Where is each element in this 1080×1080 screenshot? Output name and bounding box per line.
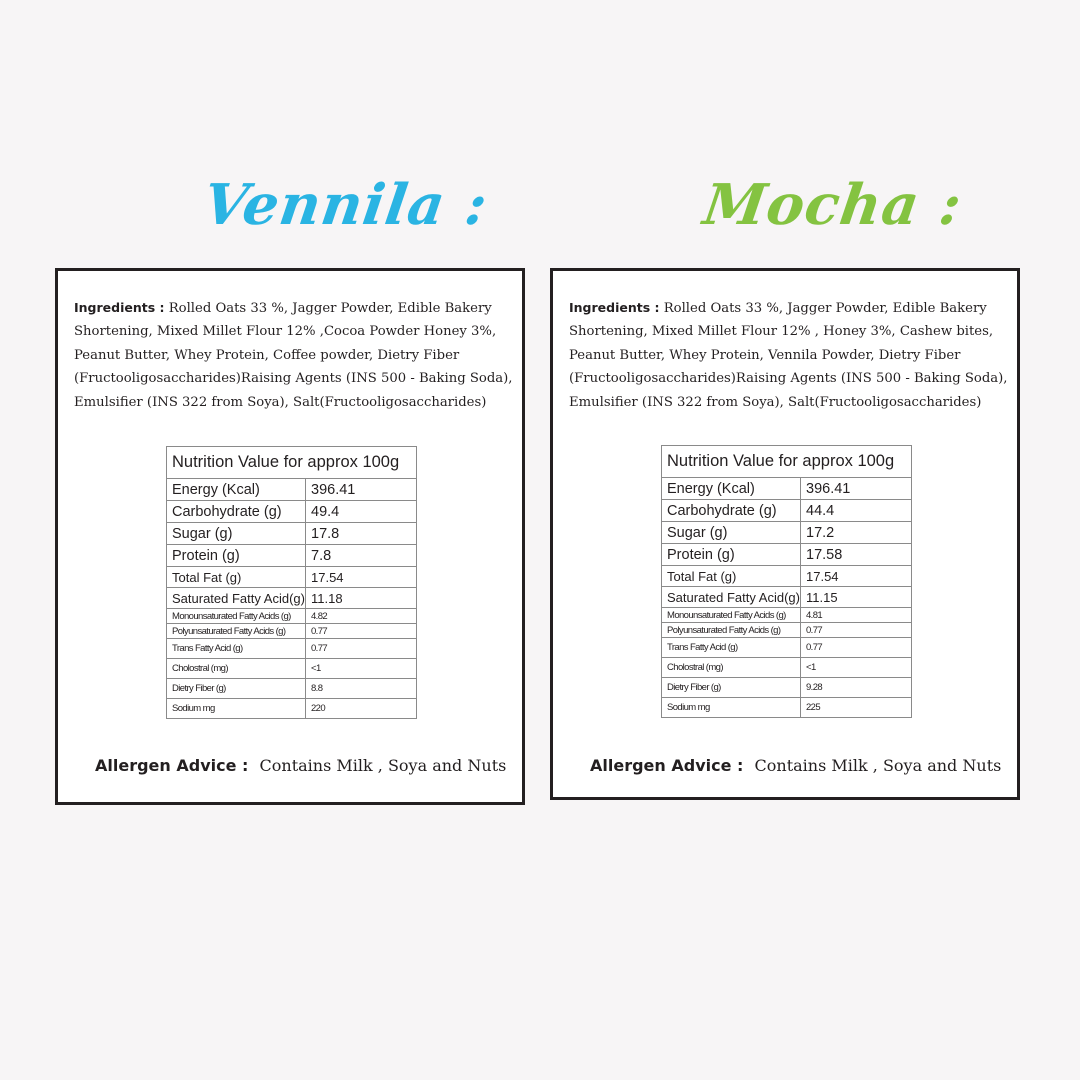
- table-row: [167, 523, 417, 545]
- nutrition-table: [166, 446, 417, 719]
- nutrient-name: Trans Fatty Acid (g): [167, 639, 306, 659]
- nutrient-value: 8.8: [306, 679, 417, 699]
- nutrient-value: 0.77: [306, 639, 417, 659]
- nutrient-name: Saturated Fatty Acid(g): [167, 588, 306, 609]
- table-row: [167, 639, 417, 659]
- nutrient-value: 17.58: [801, 544, 912, 566]
- table-row: [167, 659, 417, 679]
- nutrient-value: 17.2: [801, 522, 912, 544]
- nutrient-value: 49.4: [306, 501, 417, 523]
- allergen-label: Allergen Advice :: [95, 756, 249, 775]
- allergen-advice: [95, 756, 506, 775]
- table-row: [662, 678, 912, 698]
- table-row: [662, 623, 912, 638]
- nutrient-value: 4.82: [306, 609, 417, 624]
- nutrition-table-header-row: [167, 447, 417, 479]
- nutrient-value: 11.15: [801, 587, 912, 608]
- nutrient-value: 396.41: [801, 478, 912, 500]
- table-row: [662, 608, 912, 623]
- nutrient-name: Saturated Fatty Acid(g): [662, 587, 801, 608]
- nutrition-table-header: Nutrition Value for approx 100g: [662, 446, 912, 478]
- ingredients-paragraph: [569, 296, 1014, 414]
- nutrient-value: <1: [801, 658, 912, 678]
- table-row: [167, 567, 417, 588]
- nutrition-table-header: Nutrition Value for approx 100g: [167, 447, 417, 479]
- table-row: [167, 588, 417, 609]
- nutrient-name: Sodium mg: [662, 698, 801, 718]
- ingredients-text: Rolled Oats 33 %, Jagger Powder, Edible Bakery Shortening, Mixed Millet Flour 12% ,Cocoa Powder Honey 3%, Peanut Butter, Whey Protein, Coffee powder, Dietry Fiber (Fructooligosaccharides)Raising Agents (INS 500 - Baking Soda), Emulsifier (INS 322 from Soya), Salt(Fructooligosaccharides): [74, 301, 513, 410]
- nutrition-table: [661, 445, 912, 718]
- nutrient-value: 0.77: [801, 623, 912, 638]
- ingredients-label: Ingredients :: [74, 300, 165, 315]
- vennila-title: Vennila :: [199, 172, 493, 238]
- nutrient-value: <1: [306, 659, 417, 679]
- table-row: [167, 501, 417, 523]
- table-row: [167, 545, 417, 567]
- table-row: [167, 609, 417, 624]
- nutrient-value: 17.54: [801, 566, 912, 587]
- mocha-title: Mocha :: [699, 172, 967, 238]
- table-row: [662, 544, 912, 566]
- table-row: [662, 500, 912, 522]
- nutrient-value: 17.8: [306, 523, 417, 545]
- nutrient-value: 9.28: [801, 678, 912, 698]
- nutrient-name: Polyunsaturated Fatty Acids (g): [167, 624, 306, 639]
- table-row: [167, 699, 417, 719]
- table-row: [662, 587, 912, 608]
- nutrient-name: Sugar (g): [167, 523, 306, 545]
- nutrient-name: Sugar (g): [662, 522, 801, 544]
- nutrient-value: 4.81: [801, 608, 912, 623]
- nutrient-name: Cholostral (mg): [167, 659, 306, 679]
- nutrient-name: Total Fat (g): [167, 567, 306, 588]
- table-row: [662, 522, 912, 544]
- nutrient-value: 11.18: [306, 588, 417, 609]
- vennila-info-panel: [55, 268, 525, 805]
- allergen-advice: [590, 756, 1001, 775]
- table-row: [167, 624, 417, 639]
- table-row: [662, 638, 912, 658]
- nutrient-value: 0.77: [801, 638, 912, 658]
- nutrient-name: Cholostral (mg): [662, 658, 801, 678]
- nutrient-name: Sodium mg: [167, 699, 306, 719]
- allergen-value: Contains Milk , Soya and Nuts: [754, 756, 1002, 775]
- nutrient-name: Carbohydrate (g): [662, 500, 801, 522]
- nutrient-name: Total Fat (g): [662, 566, 801, 587]
- nutrient-name: Trans Fatty Acid (g): [662, 638, 801, 658]
- table-row: [662, 566, 912, 587]
- nutrient-name: Protein (g): [662, 544, 801, 566]
- nutrient-name: Monounsaturated Fatty Acids (g): [167, 609, 306, 624]
- nutrient-value: 17.54: [306, 567, 417, 588]
- table-row: [167, 479, 417, 501]
- nutrient-name: Energy (Kcal): [167, 479, 306, 501]
- nutrient-name: Protein (g): [167, 545, 306, 567]
- ingredients-text: Rolled Oats 33 %, Jagger Powder, Edible Bakery Shortening, Mixed Millet Flour 12% , Honey 3%, Cashew bites, Peanut Butter, Whey Protein, Vennila Powder, Dietry Fiber (Fructooligosaccharides)Raising Agents (INS 500 - Baking Soda), Emulsifier (INS 322 from Soya), Salt(Fructooligosaccharides): [569, 301, 1008, 410]
- table-row: [167, 679, 417, 699]
- mocha-info-panel: [550, 268, 1020, 800]
- nutrient-value: 220: [306, 699, 417, 719]
- ingredients-label: Ingredients :: [569, 300, 660, 315]
- nutrient-value: 225: [801, 698, 912, 718]
- table-row: [662, 658, 912, 678]
- table-row: [662, 478, 912, 500]
- ingredients-paragraph: [74, 296, 519, 414]
- nutrient-value: 44.4: [801, 500, 912, 522]
- nutrient-name: Carbohydrate (g): [167, 501, 306, 523]
- nutrient-name: Monounsaturated Fatty Acids (g): [662, 608, 801, 623]
- nutrient-name: Dietry Fiber (g): [662, 678, 801, 698]
- nutrient-value: 396.41: [306, 479, 417, 501]
- nutrition-table-header-row: [662, 446, 912, 478]
- allergen-label: Allergen Advice :: [590, 756, 744, 775]
- nutrient-value: 7.8: [306, 545, 417, 567]
- allergen-value: Contains Milk , Soya and Nuts: [259, 756, 507, 775]
- nutrient-name: Energy (Kcal): [662, 478, 801, 500]
- nutrient-value: 0.77: [306, 624, 417, 639]
- nutrient-name: Polyunsaturated Fatty Acids (g): [662, 623, 801, 638]
- table-row: [662, 698, 912, 718]
- nutrient-name: Dietry Fiber (g): [167, 679, 306, 699]
